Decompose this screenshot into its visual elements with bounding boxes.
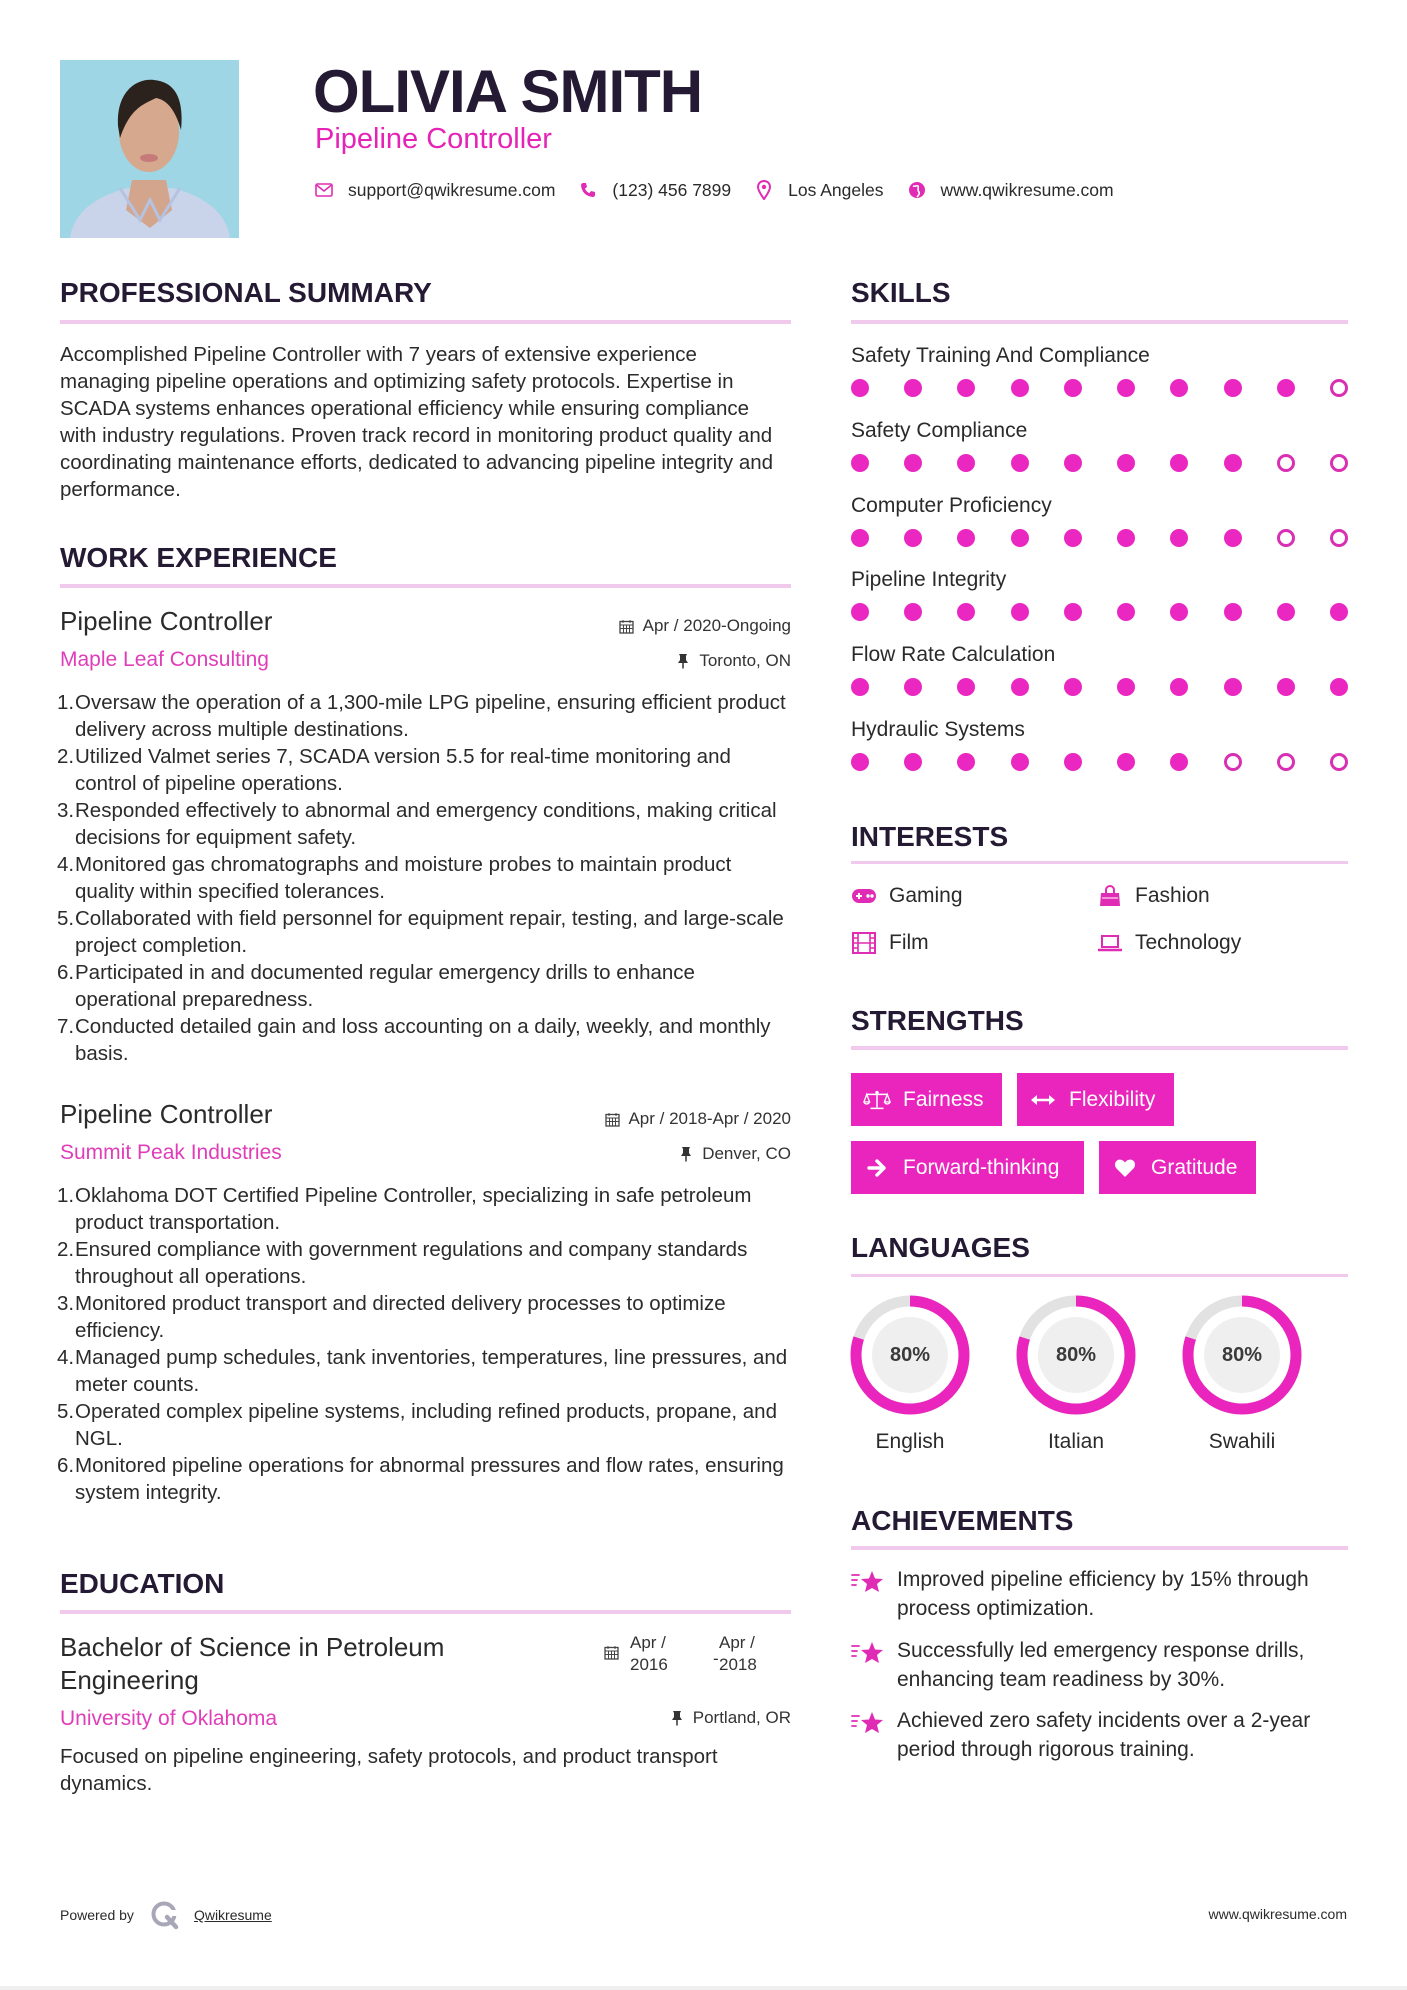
- rating-dot-filled-icon: [1117, 379, 1135, 397]
- skill-rating: [851, 753, 1348, 771]
- rating-dot-filled-icon: [1117, 753, 1135, 771]
- rating-dot-filled-icon: [1330, 603, 1348, 621]
- languages-heading: LANGUAGES: [851, 1232, 1030, 1263]
- duty-item: 4. Managed pump schedules, tank inventories, temperatures, line pressures, and meter counts.: [57, 1346, 788, 1396]
- company-name: Summit Peak Industries: [60, 1141, 282, 1164]
- rating-dot-filled-icon: [851, 678, 869, 696]
- rating-dot-filled-icon: [1064, 603, 1082, 621]
- profile-photo: [60, 60, 239, 238]
- skill-item: [851, 342, 1348, 397]
- rating-dot-empty-icon: [1330, 753, 1348, 771]
- duty-item: 6. Participated in and documented regular emergency drills to enhance operational preparedness.: [57, 961, 695, 1011]
- experience-heading: WORK EXPERIENCE: [60, 542, 337, 573]
- achievements-heading: ACHIEVEMENTS: [851, 1505, 1074, 1536]
- skill-name: Safety Training And Compliance: [851, 344, 1150, 367]
- phone-icon: [577, 179, 599, 201]
- section-divider: [851, 320, 1348, 324]
- powered-by-label: Powered by: [60, 1907, 134, 1923]
- laptop-icon: [1097, 932, 1123, 954]
- interest-item-fashion: Fashion: [1097, 882, 1210, 910]
- rating-dot-filled-icon: [1011, 603, 1029, 621]
- rating-dot-filled-icon: [851, 529, 869, 547]
- job-dates-text: Apr / 2018-Apr / 2020: [628, 1109, 791, 1128]
- job-title: Pipeline Controller: [60, 606, 273, 636]
- rating-dot-filled-icon: [904, 753, 922, 771]
- job-location: [678, 1143, 791, 1165]
- arrow-right-icon: [863, 1157, 891, 1179]
- interest-item-gaming: Gaming: [851, 882, 963, 910]
- rating-dot-filled-icon: [957, 379, 975, 397]
- shooting-star-icon: [851, 1565, 885, 1623]
- section-divider: [851, 861, 1348, 864]
- strength-tag-forward-thinking: Forward-thinking: [851, 1141, 1084, 1194]
- language-percent: 80%: [1221, 1343, 1263, 1366]
- interests-heading: INTERESTS: [851, 821, 1009, 852]
- summary-text: Accomplished Pipeline Controller with 7 years of extensive experience managing pipeline operations and optimizing safety protocols. Expertise in SCADA systems enhances operational efficiency while ensuring compliance with industry regulations. Proven track record in monitoring product quality and coordinating maintenance efforts, dedicated to advancing pipeline integrity and performance.: [60, 343, 774, 501]
- rating-dot-filled-icon: [1011, 379, 1029, 397]
- rating-dot-empty-icon: [1224, 753, 1242, 771]
- contact-website[interactable]: www.qwikresume.com: [940, 179, 1114, 200]
- language-progress-ring: [1181, 1294, 1303, 1416]
- heart-icon: [1111, 1157, 1139, 1179]
- skills-heading: SKILLS: [851, 277, 951, 308]
- rating-dot-filled-icon: [1224, 379, 1242, 397]
- rating-dot-filled-icon: [904, 529, 922, 547]
- qwikresume-link[interactable]: Qwikresume: [193, 1907, 272, 1923]
- degree-title: Bachelor of Science in Petroleum Engineering: [60, 1632, 445, 1695]
- qwikresume-logo-icon: [150, 1900, 180, 1930]
- candidate-name: OLIVIA SMITH: [313, 58, 703, 125]
- job-title: Pipeline Controller: [60, 1099, 273, 1129]
- arrows-horizontal-icon: [1029, 1089, 1057, 1111]
- job-location-text: Denver, CO: [702, 1144, 791, 1163]
- rating-dot-filled-icon: [1170, 678, 1188, 696]
- rating-dot-filled-icon: [957, 529, 975, 547]
- section-divider: [851, 1046, 1348, 1050]
- globe-icon: [906, 179, 928, 201]
- education-location: Portland, OR: [669, 1707, 791, 1729]
- section-divider: [851, 1274, 1348, 1277]
- school-name: University of Oklahoma: [60, 1707, 278, 1730]
- duty-item: 7. Conducted detailed gain and loss accounting on a daily, weekly, and monthly basis.: [57, 1015, 771, 1065]
- rating-dot-filled-icon: [904, 678, 922, 696]
- rating-dot-filled-icon: [904, 454, 922, 472]
- gamepad-icon: [851, 885, 877, 907]
- language-progress-ring: [849, 1294, 971, 1416]
- duty-item: 4. Monitored gas chromatographs and moisture probes to maintain product quality within specified tolerances.: [57, 853, 732, 903]
- strength-tag-gratitude: Gratitude: [1099, 1141, 1256, 1194]
- footer-powered-by: [60, 1900, 272, 1930]
- rating-dot-filled-icon: [1224, 603, 1242, 621]
- contact-phone[interactable]: (123) 456 7899: [612, 179, 732, 200]
- education-description: Focused on pipeline engineering, safety protocols, and product transport dynamics.: [60, 1745, 718, 1795]
- rating-dot-filled-icon: [904, 603, 922, 621]
- skill-name: Hydraulic Systems: [851, 718, 1025, 741]
- duty-item: 2. Utilized Valmet series 7, SCADA version 5.5 for real-time monitoring and control of pipeline operations.: [57, 745, 731, 795]
- job-dates: [619, 615, 791, 637]
- job-duties-list: [57, 1182, 792, 1506]
- duty-item: 6. Monitored pipeline operations for abnormal pressures and flow rates, ensuring system integrity.: [57, 1454, 784, 1504]
- rating-dot-filled-icon: [1011, 678, 1029, 696]
- rating-dot-filled-icon: [957, 454, 975, 472]
- rating-dot-empty-icon: [1330, 454, 1348, 472]
- skill-item: [851, 492, 1348, 547]
- rating-dot-filled-icon: [851, 454, 869, 472]
- contact-email[interactable]: support@qwikresume.com: [348, 179, 556, 200]
- language-percent: 80%: [1055, 1343, 1097, 1366]
- rating-dot-filled-icon: [1330, 678, 1348, 696]
- duty-item: 3. Monitored product transport and directed delivery processes to optimize efficiency.: [57, 1292, 726, 1342]
- rating-dot-filled-icon: [1117, 529, 1135, 547]
- rating-dot-filled-icon: [1224, 529, 1242, 547]
- rating-dot-filled-icon: [1064, 753, 1082, 771]
- rating-dot-filled-icon: [1170, 529, 1188, 547]
- language-name: Swahili: [1208, 1430, 1276, 1453]
- rating-dot-filled-icon: [957, 603, 975, 621]
- skill-rating: [851, 379, 1348, 397]
- duty-item: 2. Ensured compliance with government regulations and company standards throughout all operations.: [57, 1238, 748, 1288]
- shooting-star-icon: [851, 1706, 885, 1764]
- achievement-item: Successfully led emergency response drills, enhancing team readiness by 30%.: [851, 1636, 1348, 1694]
- skill-rating: [851, 678, 1348, 696]
- language-item: [1180, 1294, 1304, 1456]
- contact-bar: [313, 176, 1136, 204]
- skill-item: [851, 417, 1348, 472]
- section-divider: [60, 1610, 791, 1614]
- job-duties-list: [57, 689, 792, 1067]
- skill-rating: [851, 529, 1348, 547]
- film-icon: [851, 932, 877, 954]
- rating-dot-empty-icon: [1277, 529, 1295, 547]
- skill-name: Pipeline Integrity: [851, 568, 1007, 591]
- language-name: English: [875, 1430, 945, 1453]
- strength-tag-fairness: Fairness: [851, 1073, 1002, 1126]
- person-silhouette-icon: [60, 60, 239, 238]
- rating-dot-empty-icon: [1277, 454, 1295, 472]
- envelope-icon: [313, 179, 335, 201]
- rating-dot-filled-icon: [1011, 753, 1029, 771]
- strengths-heading: STRENGTHS: [851, 1005, 1024, 1036]
- shooting-star-icon: [851, 1636, 885, 1694]
- skill-item: [851, 566, 1348, 621]
- rating-dot-filled-icon: [1277, 379, 1295, 397]
- strength-tag-flexibility: Flexibility: [1017, 1073, 1174, 1126]
- rating-dot-filled-icon: [1277, 603, 1295, 621]
- rating-dot-filled-icon: [1170, 753, 1188, 771]
- duty-item: 3. Responded effectively to abnormal and emergency conditions, making critical decisions for equipment safety.: [57, 799, 777, 849]
- rating-dot-filled-icon: [1117, 454, 1135, 472]
- language-item: [1014, 1294, 1138, 1456]
- rating-dot-filled-icon: [1224, 454, 1242, 472]
- duty-item: 1. Oklahoma DOT Certified Pipeline Controller, specializing in safe petroleum product transportation.: [57, 1184, 752, 1234]
- rating-dot-filled-icon: [1170, 603, 1188, 621]
- thumbtack-icon: [675, 653, 691, 669]
- rating-dot-filled-icon: [1277, 678, 1295, 696]
- calendar-icon: [619, 618, 635, 634]
- rating-dot-filled-icon: [851, 603, 869, 621]
- rating-dot-filled-icon: [1064, 454, 1082, 472]
- interest-item-film: Film: [851, 929, 929, 957]
- interest-item-technology: Technology: [1097, 929, 1241, 957]
- rating-dot-empty-icon: [1330, 529, 1348, 547]
- duty-item: 5. Operated complex pipeline systems, including refined products, propane, and NGL.: [57, 1400, 777, 1450]
- footer-website[interactable]: www.qwikresume.com: [1208, 1906, 1347, 1922]
- rating-dot-filled-icon: [851, 753, 869, 771]
- language-item: [848, 1294, 972, 1456]
- calendar-icon: [604, 1644, 619, 1666]
- rating-dot-empty-icon: [1277, 753, 1295, 771]
- summary-heading: PROFESSIONAL SUMMARY: [60, 277, 432, 308]
- page-bottom-edge: [0, 1986, 1407, 1990]
- thumbtack-icon: [678, 1146, 694, 1162]
- language-progress-ring: [1015, 1294, 1137, 1416]
- rating-dot-filled-icon: [1224, 678, 1242, 696]
- rating-dot-filled-icon: [1064, 529, 1082, 547]
- skill-name: Safety Compliance: [851, 419, 1028, 442]
- skill-item: [851, 641, 1348, 696]
- shopping-bag-icon: [1097, 885, 1123, 907]
- rating-dot-empty-icon: [1330, 379, 1348, 397]
- language-percent: 80%: [889, 1343, 931, 1366]
- duty-item: 1. Oversaw the operation of a 1,300-mile LPG pipeline, ensuring efficient product delivery across multiple destinations.: [57, 691, 786, 741]
- skill-name: Computer Proficiency: [851, 494, 1052, 517]
- rating-dot-filled-icon: [1117, 603, 1135, 621]
- rating-dot-filled-icon: [957, 753, 975, 771]
- section-divider: [60, 584, 791, 588]
- contact-location: Los Angeles: [788, 179, 884, 200]
- rating-dot-filled-icon: [1170, 454, 1188, 472]
- company-name: Maple Leaf Consulting: [60, 648, 269, 671]
- section-divider: [851, 1546, 1348, 1550]
- section-divider: [60, 320, 791, 324]
- rating-dot-filled-icon: [1064, 379, 1082, 397]
- language-name: Italian: [1047, 1430, 1105, 1453]
- rating-dot-filled-icon: [851, 379, 869, 397]
- job-location: [675, 650, 791, 672]
- skill-name: Flow Rate Calculation: [851, 643, 1056, 666]
- skill-rating: [851, 603, 1348, 621]
- rating-dot-filled-icon: [904, 379, 922, 397]
- education-dates: Apr / 2016 - Apr / 2018: [604, 1632, 774, 1682]
- rating-dot-filled-icon: [1170, 379, 1188, 397]
- balance-scale-icon: [863, 1089, 891, 1111]
- thumbtack-icon: [669, 1710, 685, 1726]
- skill-item: [851, 716, 1348, 771]
- calendar-icon: [604, 1111, 620, 1127]
- rating-dot-filled-icon: [957, 678, 975, 696]
- rating-dot-filled-icon: [1064, 678, 1082, 696]
- candidate-title: Pipeline Controller: [315, 123, 552, 155]
- job-dates-text: Apr / 2020-Ongoing: [642, 616, 791, 635]
- map-pin-icon: [753, 179, 775, 201]
- skill-rating: [851, 454, 1348, 472]
- rating-dot-filled-icon: [1117, 678, 1135, 696]
- achievement-item: Achieved zero safety incidents over a 2-year period through rigorous training.: [851, 1706, 1348, 1764]
- job-dates: [604, 1108, 791, 1130]
- achievement-item: Improved pipeline efficiency by 15% through process optimization.: [851, 1565, 1348, 1623]
- education-heading: EDUCATION: [60, 1568, 225, 1599]
- job-location-text: Toronto, ON: [699, 651, 791, 670]
- rating-dot-filled-icon: [1011, 529, 1029, 547]
- duty-item: 5. Collaborated with field personnel for equipment repair, testing, and large-scale project completion.: [57, 907, 784, 957]
- rating-dot-filled-icon: [1011, 454, 1029, 472]
